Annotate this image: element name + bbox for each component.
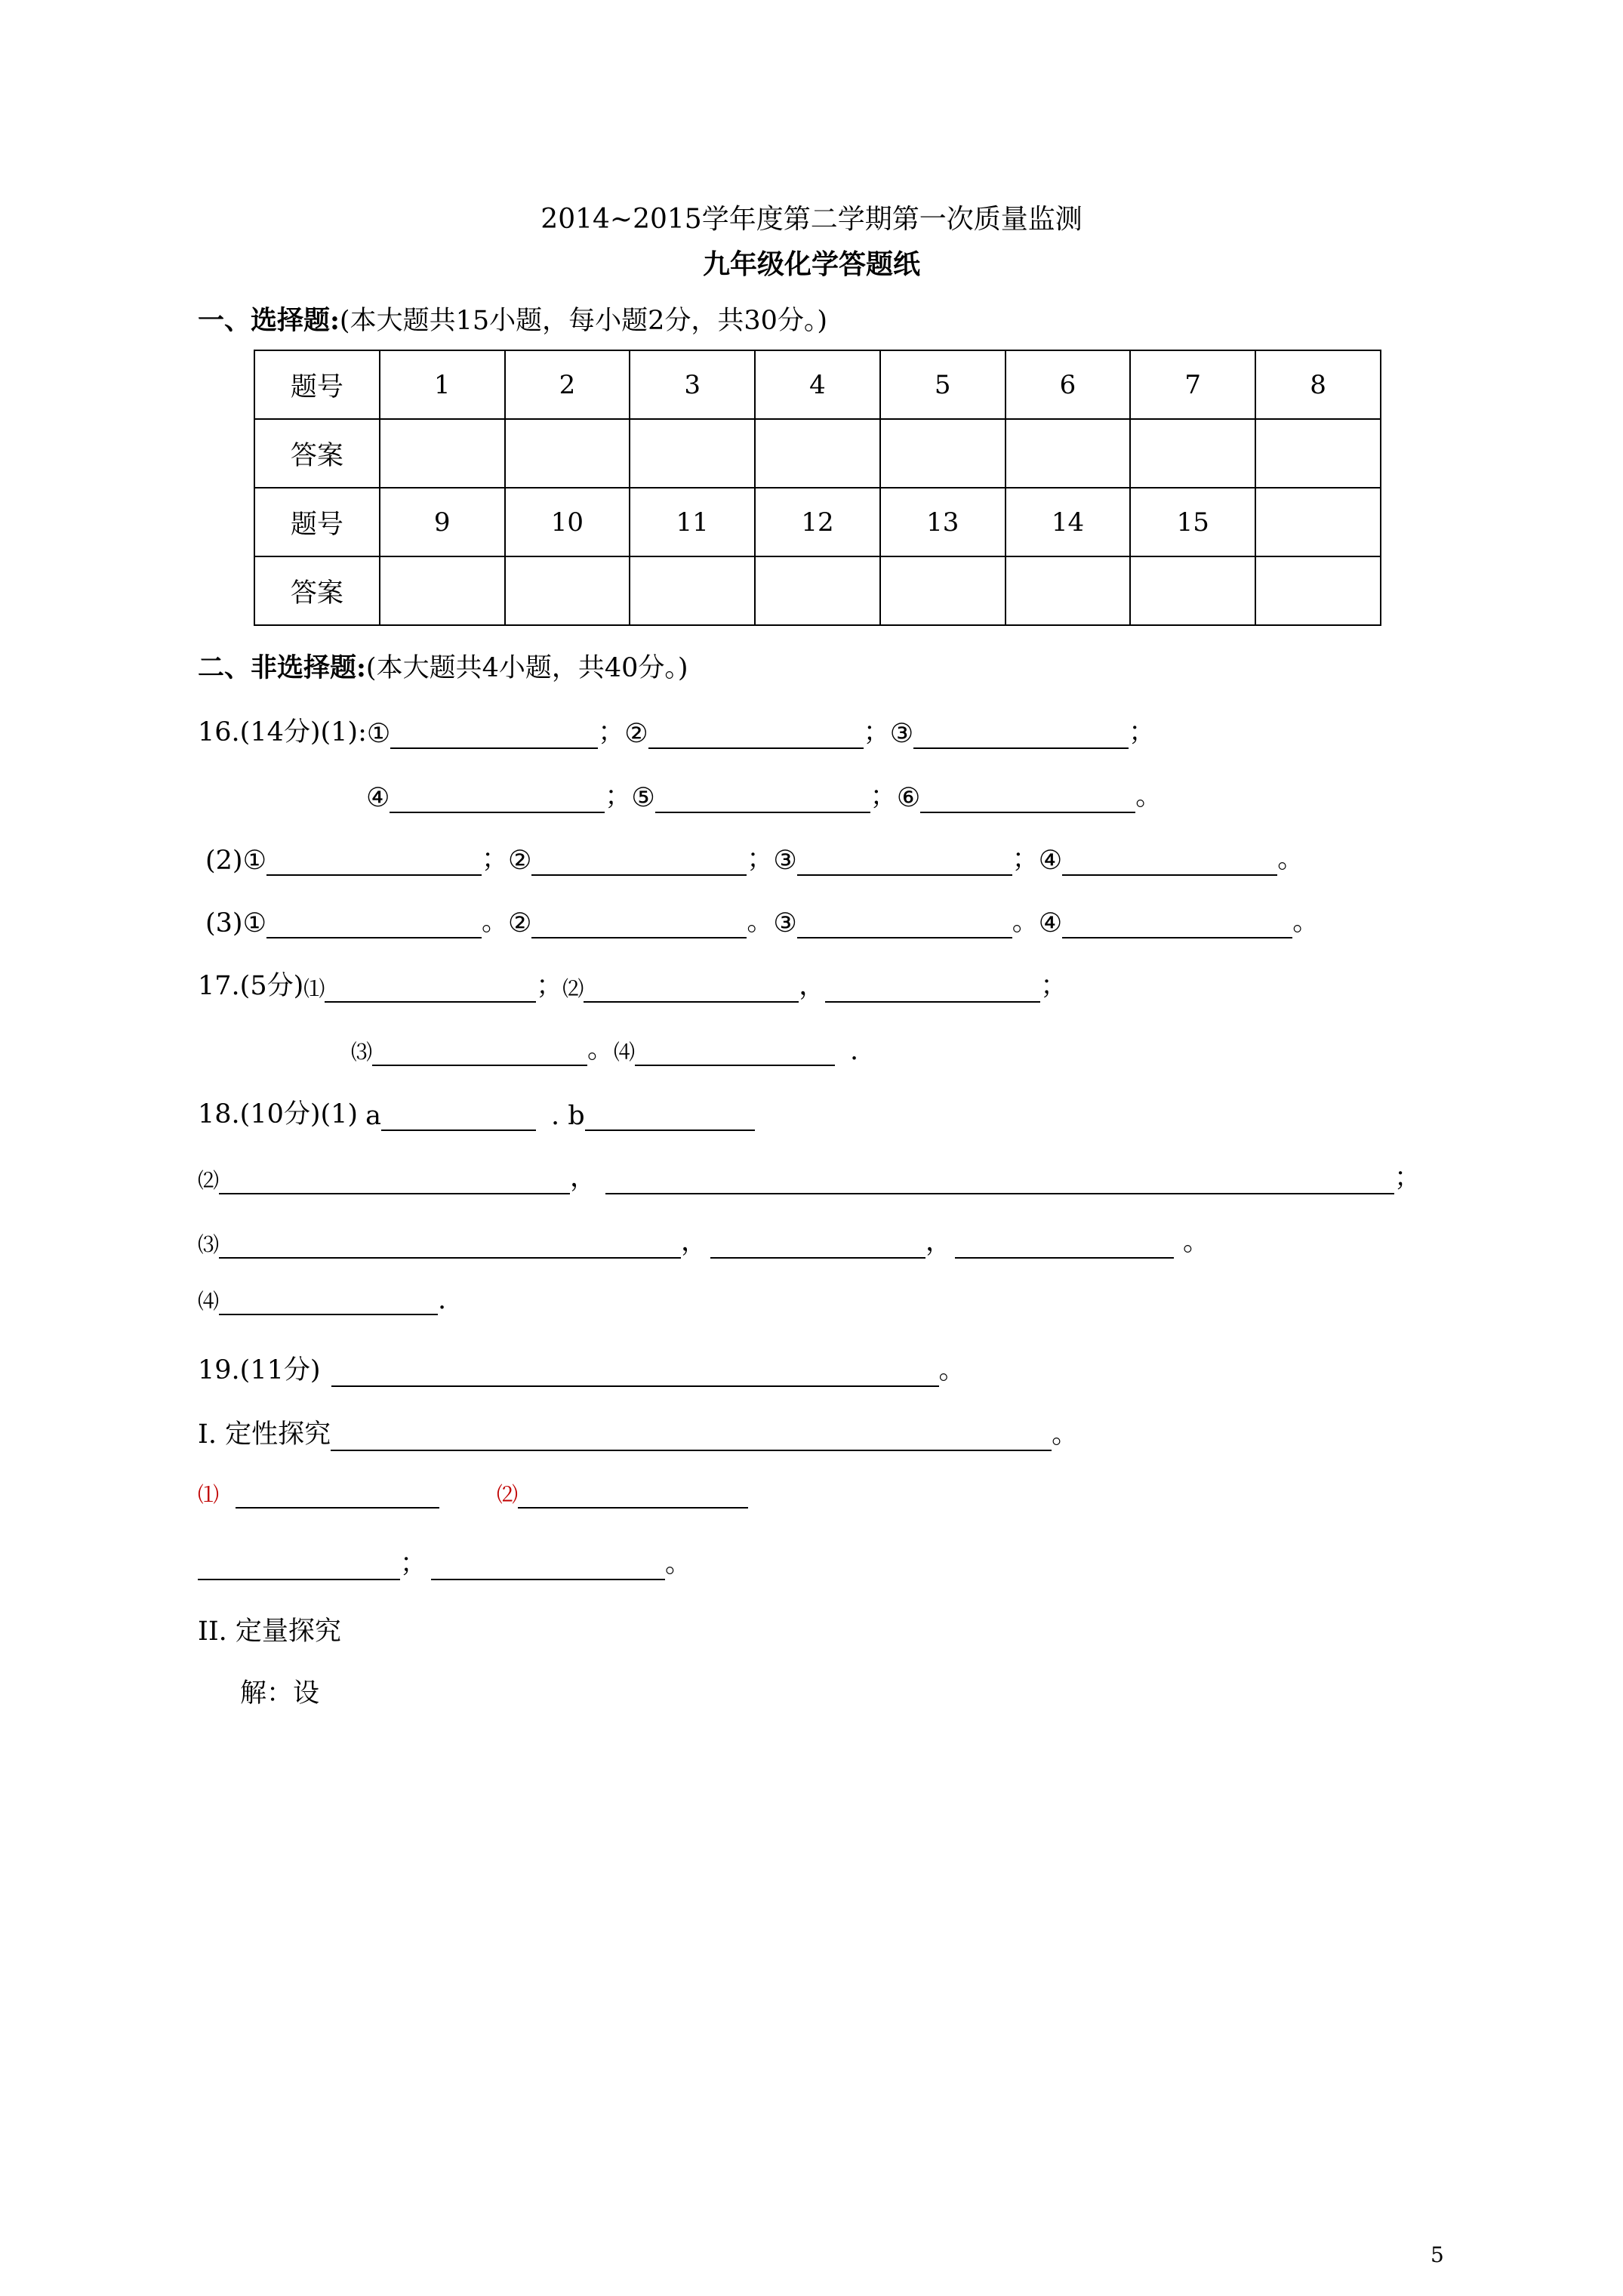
answer-cell[interactable] bbox=[1006, 556, 1131, 625]
period: 。 bbox=[587, 1034, 614, 1065]
table-row bbox=[254, 419, 1381, 488]
period: 。 bbox=[1292, 907, 1320, 937]
q17-line1 bbox=[198, 965, 1067, 1003]
semicolon: ； bbox=[1012, 844, 1039, 874]
q18-line4 bbox=[198, 1285, 446, 1315]
semicolon: ； bbox=[1040, 971, 1067, 1001]
answer-blank[interactable] bbox=[531, 908, 747, 938]
answer-blank[interactable] bbox=[648, 719, 864, 749]
answer-cell[interactable] bbox=[505, 419, 630, 488]
circle-3: ③ bbox=[773, 846, 797, 876]
q18-line2 bbox=[198, 1157, 1421, 1194]
answer-blank[interactable] bbox=[584, 972, 799, 1003]
question-number: 2 bbox=[505, 350, 630, 419]
answer-cell[interactable] bbox=[755, 556, 880, 625]
page-title: 2014~2015学年度第二学期第一次质量监测 bbox=[540, 204, 1083, 235]
section1-note: (本大题共15小题，每小题2分，共30分。) bbox=[339, 306, 828, 336]
q19-label: 19.(11分) bbox=[198, 1355, 321, 1385]
answer-blank[interactable] bbox=[605, 1164, 1394, 1194]
answer-blank[interactable] bbox=[219, 1164, 570, 1194]
circle-2: ② bbox=[507, 908, 532, 938]
semicolon: ； bbox=[605, 781, 632, 812]
semicolon: ； bbox=[536, 971, 563, 1001]
question-number: 4 bbox=[755, 350, 880, 419]
circle-1: ① bbox=[242, 846, 266, 876]
section1-heading bbox=[198, 300, 827, 337]
answer-cell[interactable] bbox=[1255, 419, 1381, 488]
period: 。 bbox=[1135, 781, 1163, 812]
q16-part2 bbox=[205, 838, 1304, 876]
circle-4: ④ bbox=[1038, 846, 1063, 876]
answer-cell[interactable] bbox=[880, 556, 1006, 625]
q18-label: 18.(10分)(1) bbox=[198, 1099, 359, 1130]
question-number: 11 bbox=[630, 488, 755, 556]
semicolon: ； bbox=[481, 844, 508, 874]
answer-blank[interactable] bbox=[913, 719, 1129, 749]
question-number: 10 bbox=[505, 488, 630, 556]
solve-label: 解：设 bbox=[240, 1678, 320, 1709]
answer-table bbox=[254, 350, 1381, 626]
dot: . bbox=[850, 1036, 859, 1066]
question-number: 1 bbox=[380, 350, 505, 419]
question-number bbox=[1255, 488, 1381, 556]
page-number: 5 bbox=[1431, 2242, 1444, 2267]
q16-line1 bbox=[198, 711, 1155, 749]
answer-blank[interactable] bbox=[331, 1421, 1052, 1451]
answer-cell[interactable] bbox=[380, 419, 505, 488]
part-label: ⑴ bbox=[303, 976, 325, 1001]
question-number: 8 bbox=[1255, 350, 1381, 419]
section2-note: (本大题共4小题，共40分。) bbox=[365, 653, 688, 683]
row-label: 题号 bbox=[254, 350, 380, 419]
answer-cell[interactable] bbox=[630, 419, 755, 488]
row-label: 答案 bbox=[254, 419, 380, 488]
question-number: 13 bbox=[880, 488, 1006, 556]
circle-4: ④ bbox=[1038, 908, 1063, 938]
part-label: ⑵ bbox=[497, 1482, 519, 1507]
circle-6: ⑥ bbox=[896, 783, 921, 813]
question-number: 9 bbox=[380, 488, 505, 556]
circle-3: ③ bbox=[773, 908, 797, 938]
semicolon: ； bbox=[400, 1549, 427, 1579]
question-number: 3 bbox=[630, 350, 755, 419]
answer-cell[interactable] bbox=[380, 556, 505, 625]
circle-2: ② bbox=[507, 846, 532, 876]
part-label: ⑴ bbox=[198, 1482, 220, 1507]
circle-2: ② bbox=[624, 719, 648, 749]
part-label: ⑵ bbox=[198, 1168, 220, 1193]
q19-line1 bbox=[198, 1349, 965, 1387]
part2-label: II. 定量探究 bbox=[198, 1616, 341, 1647]
table-row bbox=[254, 488, 1381, 556]
comma: ， bbox=[925, 1227, 953, 1257]
circle-1: ① bbox=[242, 908, 266, 938]
circle-3: ③ bbox=[889, 719, 914, 749]
answer-blank[interactable] bbox=[372, 1036, 587, 1066]
period: 。 bbox=[938, 1355, 965, 1385]
answer-blank[interactable] bbox=[219, 1228, 681, 1259]
answer-blank[interactable] bbox=[325, 972, 536, 1003]
answer-blank[interactable] bbox=[710, 1228, 925, 1259]
semicolon: ； bbox=[863, 717, 890, 747]
answer-blank[interactable] bbox=[236, 1478, 439, 1509]
answer-blank[interactable] bbox=[655, 783, 870, 813]
circle-1: ① bbox=[366, 719, 391, 749]
part-label: ⑵ bbox=[562, 976, 584, 1001]
q17-label: 17.(5分) bbox=[198, 971, 304, 1001]
part-label: ⑶ bbox=[351, 1040, 373, 1065]
section1-title: 一、选择题: bbox=[198, 305, 340, 336]
answer-cell[interactable] bbox=[630, 556, 755, 625]
circle-4: ④ bbox=[366, 783, 390, 813]
answer-cell[interactable] bbox=[1255, 556, 1381, 625]
period: 。 bbox=[665, 1549, 692, 1579]
blank-label-b: . b bbox=[550, 1101, 585, 1131]
section2-title: 二、非选择题: bbox=[198, 652, 366, 683]
answer-blank[interactable] bbox=[825, 972, 1040, 1003]
semicolon: ； bbox=[747, 844, 774, 874]
answer-blank[interactable] bbox=[381, 1101, 536, 1131]
question-number: 15 bbox=[1130, 488, 1255, 556]
q16-part3 bbox=[205, 901, 1319, 938]
answer-cell[interactable] bbox=[1130, 556, 1255, 625]
question-number: 14 bbox=[1006, 488, 1131, 556]
answer-cell[interactable] bbox=[755, 419, 880, 488]
answer-blank[interactable] bbox=[635, 1036, 835, 1066]
question-number: 6 bbox=[1006, 350, 1131, 419]
answer-blank[interactable] bbox=[1062, 846, 1277, 876]
answer-blank[interactable] bbox=[920, 783, 1135, 813]
answer-blank[interactable] bbox=[266, 908, 482, 938]
period: 。 bbox=[747, 907, 774, 937]
dot: . bbox=[438, 1285, 447, 1315]
part-label: (3) bbox=[205, 908, 243, 938]
blank-label-a: a bbox=[365, 1101, 381, 1131]
answer-blank[interactable] bbox=[585, 1101, 755, 1131]
part-label: ⑷ bbox=[614, 1040, 636, 1065]
answer-cell[interactable] bbox=[1006, 419, 1131, 488]
q19-line4 bbox=[198, 1542, 691, 1580]
answer-blank[interactable] bbox=[390, 783, 605, 813]
question-number: 7 bbox=[1130, 350, 1255, 419]
page-subtitle: 九年级化学答题纸 bbox=[702, 248, 920, 280]
answer-blank[interactable] bbox=[390, 719, 598, 749]
answer-cell[interactable] bbox=[505, 556, 630, 625]
answer-cell[interactable] bbox=[880, 419, 1006, 488]
q18-line3 bbox=[198, 1221, 1209, 1259]
answer-blank[interactable] bbox=[431, 1550, 665, 1580]
part-label: ⑶ bbox=[198, 1232, 220, 1257]
period: 。 bbox=[1012, 907, 1039, 937]
q16-label: 16.(14分)(1): bbox=[198, 717, 367, 747]
q16-line2 bbox=[366, 775, 1162, 813]
q19-line3 bbox=[198, 1478, 748, 1509]
question-number: 12 bbox=[755, 488, 880, 556]
part1-label: Ⅰ. 定性探究 bbox=[198, 1419, 331, 1450]
period: 。 bbox=[1052, 1419, 1079, 1450]
answer-blank[interactable] bbox=[198, 1550, 400, 1580]
period: 。 bbox=[1277, 844, 1304, 874]
answer-blank[interactable] bbox=[331, 1357, 939, 1387]
q19-part1 bbox=[198, 1413, 1078, 1451]
answer-blank[interactable] bbox=[797, 908, 1012, 938]
row-label: 答案 bbox=[254, 556, 380, 625]
circle-5: ⑤ bbox=[631, 783, 655, 813]
answer-blank[interactable] bbox=[266, 846, 482, 876]
period: 。 bbox=[481, 907, 508, 937]
row-label: 题号 bbox=[254, 488, 380, 556]
comma: ， bbox=[681, 1227, 708, 1257]
answer-blank[interactable] bbox=[797, 846, 1012, 876]
answer-cell[interactable] bbox=[1130, 419, 1255, 488]
table-row bbox=[254, 350, 1381, 419]
table-row bbox=[254, 556, 1381, 625]
part-label: (2) bbox=[205, 846, 243, 876]
section2-heading bbox=[198, 647, 688, 685]
q17-line2 bbox=[351, 1028, 858, 1066]
comma: ， bbox=[570, 1163, 597, 1193]
semicolon: ； bbox=[870, 781, 897, 812]
semicolon: ； bbox=[1129, 717, 1156, 747]
answer-blank[interactable] bbox=[1062, 908, 1292, 938]
comma: ， bbox=[799, 971, 826, 1001]
semicolon: ； bbox=[1394, 1163, 1421, 1193]
semicolon: ； bbox=[598, 717, 625, 747]
q18-line1 bbox=[198, 1093, 755, 1131]
answer-blank[interactable] bbox=[955, 1228, 1174, 1259]
period: 。 bbox=[1183, 1227, 1210, 1257]
answer-blank[interactable] bbox=[518, 1478, 748, 1509]
part-label: ⑷ bbox=[198, 1289, 220, 1314]
question-number: 5 bbox=[880, 350, 1006, 419]
answer-blank[interactable] bbox=[531, 846, 747, 876]
answer-blank[interactable] bbox=[219, 1285, 438, 1315]
